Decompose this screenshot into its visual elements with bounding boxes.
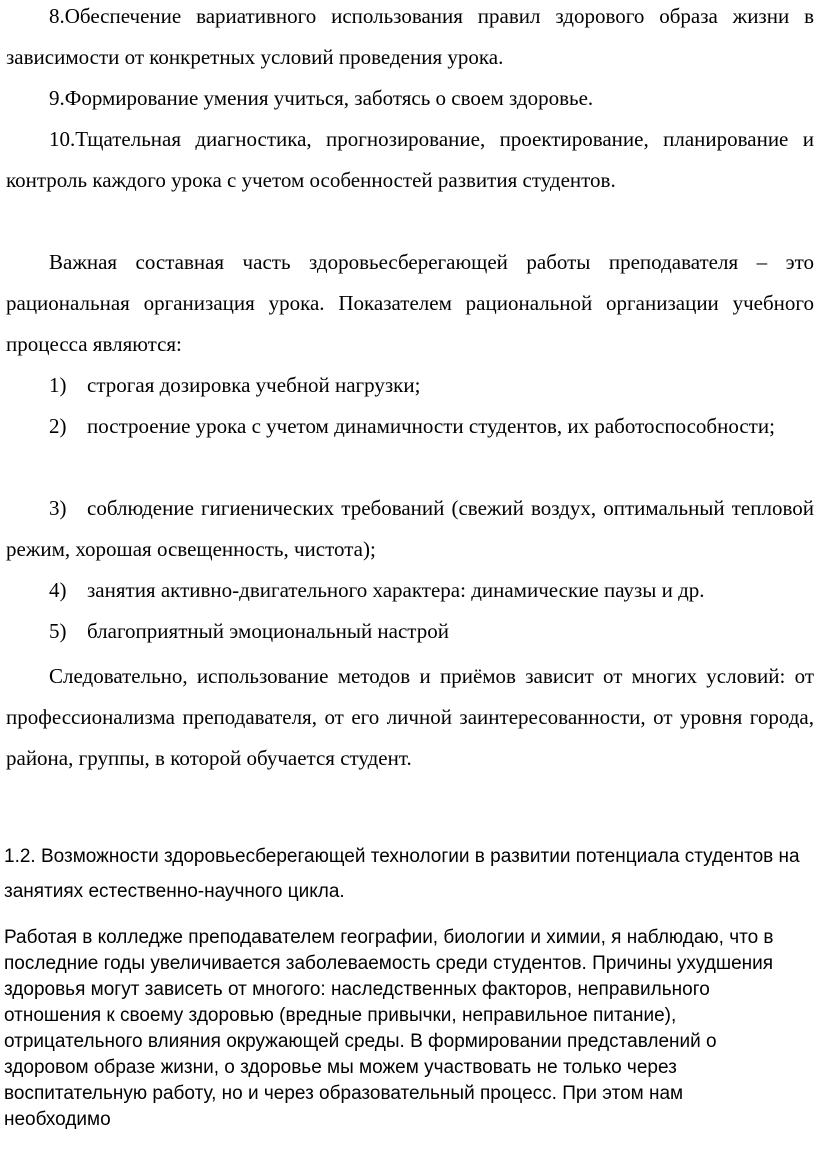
list-text: соблюдение гигиенических требований (свежий воздух, оптимальный тепловой режим, хорошая освещенность, чистота); xyxy=(6,496,814,561)
intro-paragraph: Важная составная часть здоровьесберегающей работы преподавателя – это рациональная организация урока. Показателем рациональной организации учебного процесса являются: xyxy=(6,250,814,356)
list-item xyxy=(6,406,814,447)
conclusion-paragraph: Следовательно, использование методов и приёмов зависит от многих условий: от профессионализма преподавателя, от его личной заинтересованности, от уровня города, района, группы, в которой обучается студент. xyxy=(6,664,814,770)
item-8-paragraph: 8.Обеспечение вариативного использования правил здорового образа жизни в зависимости от конкретных условий проведения урока. xyxy=(6,4,814,69)
item-9-paragraph: 9.Формирование умения учиться, заботясь о своем здоровье. xyxy=(49,86,594,110)
list-item xyxy=(6,570,814,611)
list-item xyxy=(6,365,814,406)
section-heading: 1.2. Возможности здоровьесберегающей технологии в развитии потенциала студентов на занятиях естественно-научного цикла. xyxy=(4,846,800,902)
list-text: благоприятный эмоциональный настрой xyxy=(87,619,449,643)
list-number: 5) xyxy=(49,619,67,643)
list-number: 4) xyxy=(49,578,67,602)
list-item xyxy=(6,611,814,652)
list-text: построение урока с учетом динамичности студентов, их работоспособности; xyxy=(87,414,775,438)
section-body-paragraph: Работая в колледже преподавателем географии, биологии и химии, я наблюдаю, что в последние годы увеличивается заболеваемость среди студентов. Причины ухудшения здоровья могут зависеть от многого: наследственных факторов, неправильного отношения к своему здоровью (вредные привычки, неправильное питание), отрицательного влияния окружающей среды. В формировании представлений о здоровом образе жизни, о здоровье мы можем участвовать не только через воспитательную работу, но и через образовательный процесс. При этом нам необходимо xyxy=(4,927,774,1130)
item-10-paragraph: 10.Тщательная диагностика, прогнозирование, проектирование, планирование и контроль каждого урока с учетом особенностей развития студентов. xyxy=(6,127,814,192)
list-number: 2) xyxy=(49,414,67,438)
list-item xyxy=(6,488,814,570)
list-text: строгая дозировка учебной нагрузки; xyxy=(87,373,421,397)
list-text: занятия активно-двигательного характера: динамические паузы и др. xyxy=(87,578,705,602)
list-number: 3) xyxy=(49,496,67,520)
list-number: 1) xyxy=(49,373,67,397)
